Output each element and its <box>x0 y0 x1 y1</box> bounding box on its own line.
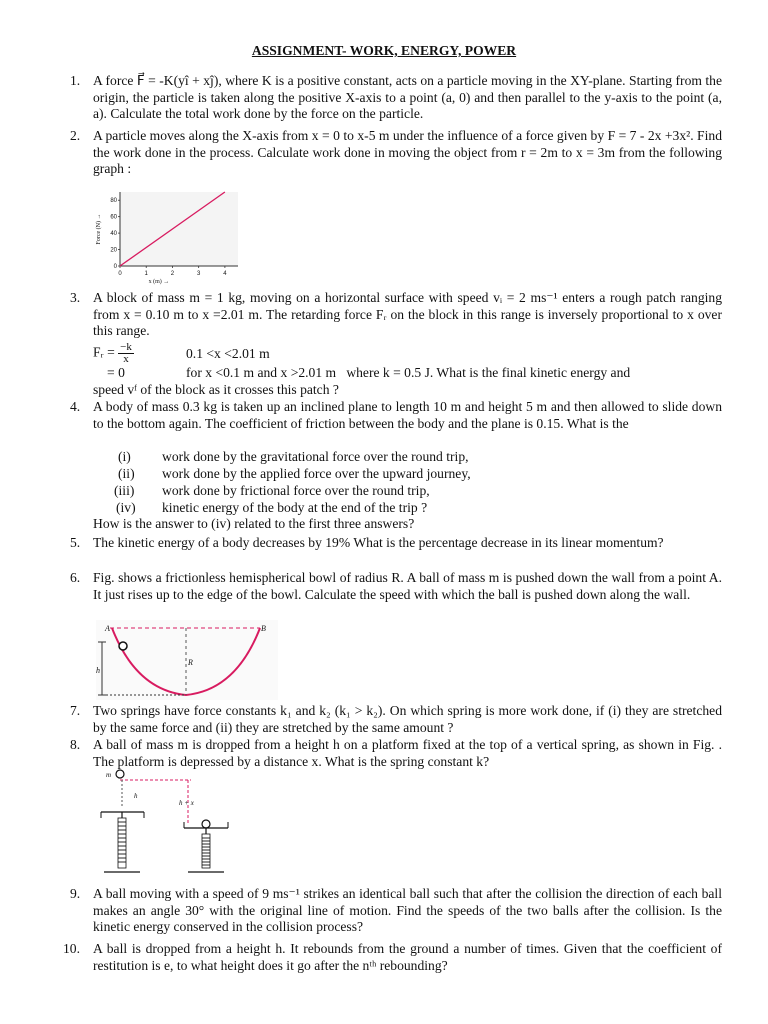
q4-item-text: kinetic energy of the body at the end of the trip ? <box>162 500 428 515</box>
question-text: A force F⃗ = -K(yî + xĵ), where K is a positive constant, acts on a particle moving in the XY-plane. Starting from the origin, the particle is taken along the positive X-axis to a point (a, 0) and then parallel to the y-axis to the point (a, a). Calculate the total work done by the force on the particle. <box>93 73 722 122</box>
label-h: h <box>96 666 100 675</box>
question-3 <box>70 290 722 340</box>
y-tick-label: 20 <box>110 247 117 254</box>
x-tick-label: 2 <box>170 271 175 277</box>
q3-range-1: 0.1 <x <2.01 m <box>186 346 270 361</box>
y-axis-label: Force (N) → <box>96 213 102 245</box>
q3-eq0: = 0 <box>107 365 125 380</box>
q4-item-label: (ii) <box>118 466 135 481</box>
label-m: m <box>106 771 112 779</box>
question-text: Two springs have force constants k₁ and k₂ (k₁ > k₂). On which spring is more work done, if (i) they are stretched by the same force and (ii) they are stretched by the same amount ? <box>93 703 722 735</box>
question-number: 9. <box>70 886 81 901</box>
y-tick-label: 0 <box>113 264 117 270</box>
question-9 <box>70 886 722 936</box>
question-text: The kinetic energy of a body decreases by 19% What is the percentage decrease in its linear momentum? <box>93 535 664 550</box>
x-tick-label: 0 <box>118 271 122 277</box>
q4-item-text: work done by frictional force over the round trip, <box>162 483 430 498</box>
question-number: 1. <box>70 73 81 88</box>
question-2 <box>70 128 722 178</box>
question-text: Fig. shows a frictionless hemispherical bowl of radius R. A ball of mass m is pushed down the wall from a point A. It just rises up to the edge of the bowl. Calculate the speed with which the ball is pushed down along the wall. <box>93 570 722 602</box>
hemispherical-bowl-figure <box>96 620 278 700</box>
q3-formula-lhs: Fᵣ = $\frac{-k}{x}$ <box>93 341 132 365</box>
question-number: 4. <box>70 399 81 414</box>
question-number: 10. <box>63 941 80 956</box>
label-h: h <box>134 792 138 800</box>
q4-tail: How is the answer to (iv) related to the first three answers? <box>93 516 415 531</box>
x-tick-label: 1 <box>144 271 148 277</box>
page-title: ASSIGNMENT- WORK, ENERGY, POWER <box>251 43 517 58</box>
y-tick-label: 60 <box>110 214 117 221</box>
label-r: R <box>188 658 193 667</box>
label-h-plus-x: h + x <box>179 799 194 807</box>
question-number: 2. <box>70 128 81 143</box>
question-text: A body of mass 0.3 kg is taken up an inclined plane to length 10 m and height 5 m and then allowed to slide down to the bottom again. The coefficient of friction between the body and the plane is 0.15. What is the <box>93 399 722 431</box>
q4-item-label: (iii) <box>114 483 135 498</box>
question-text: A ball is dropped from a height h. It rebounds from the ground a number of times. Given that the coefficient of restitution is e, to what height does it go after the nᵗʰ rebounding? <box>93 941 722 973</box>
force-displacement-graph <box>94 186 244 291</box>
question-text: A particle moves along the X-axis from x = 0 to x-5 m under the influence of a force given by F = 7 - 2x +3x². Find the work done in the process. Calculate work done in moving the object from r = 2m to x = 3m from the following graph : <box>93 128 722 177</box>
question-number: 8. <box>70 737 81 752</box>
plot-area <box>120 192 238 266</box>
question-number: 6. <box>70 570 81 585</box>
x-tick-label: 4 <box>223 271 227 277</box>
question-5 <box>70 535 722 552</box>
question-4 <box>70 399 722 432</box>
q4-item-label: (iv) <box>116 500 136 515</box>
q4-item-text: work done by the gravitational force over the round trip, <box>162 449 469 464</box>
question-text: A ball of mass m is dropped from a height h on a platform fixed at the top of a vertical spring, as shown in Fig. . The platform is depressed by a distance x. What is the spring constant k? <box>93 737 722 769</box>
question-text: A block of mass m = 1 kg, moving on a horizontal surface with speed vᵢ = 2 ms⁻¹ enters a rough patch ranging from x = 0.10 m to x =2.01 m. The retarding force Fᵣ on the block in this range is inversely proportional to x over this range. <box>93 290 722 339</box>
q3-fraction: $\frac{-k}{x}$ <box>120 341 132 365</box>
label-b: B <box>261 624 266 633</box>
question-8 <box>70 737 722 770</box>
question-7 <box>70 703 722 736</box>
q4-item-label: (i) <box>118 449 131 464</box>
question-text: A ball moving with a speed of 9 ms⁻¹ strikes an identical ball such that after the collision the direction of each ball makes an angle 30° with the original line of motion. Find the speeds of the two balls after the collision. Is the kinetic energy conserved in the collision process? <box>93 886 722 935</box>
question-6 <box>70 570 722 603</box>
spring-platform-figure <box>96 768 246 878</box>
y-tick-label: 40 <box>110 231 117 238</box>
label-a: A <box>105 624 110 633</box>
q4-item-text: work done by the applied force over the upward journey, <box>162 466 471 481</box>
x-axis-label: x (m) → <box>148 279 170 285</box>
y-tick-label: 80 <box>110 198 117 205</box>
q3-continuation: speed vᶠ of the block as it crosses this patch ? <box>93 382 339 397</box>
x-tick-label: 3 <box>196 271 201 277</box>
question-number: 7. <box>70 703 81 718</box>
question-1 <box>70 73 722 123</box>
question-number: 3. <box>70 290 81 305</box>
question-number: 5. <box>70 535 81 550</box>
q3-range-2: for x <0.1 m and x >2.01 m where k = 0.5 J. What is the final kinetic energy and <box>186 365 631 380</box>
question-10 <box>63 941 722 974</box>
